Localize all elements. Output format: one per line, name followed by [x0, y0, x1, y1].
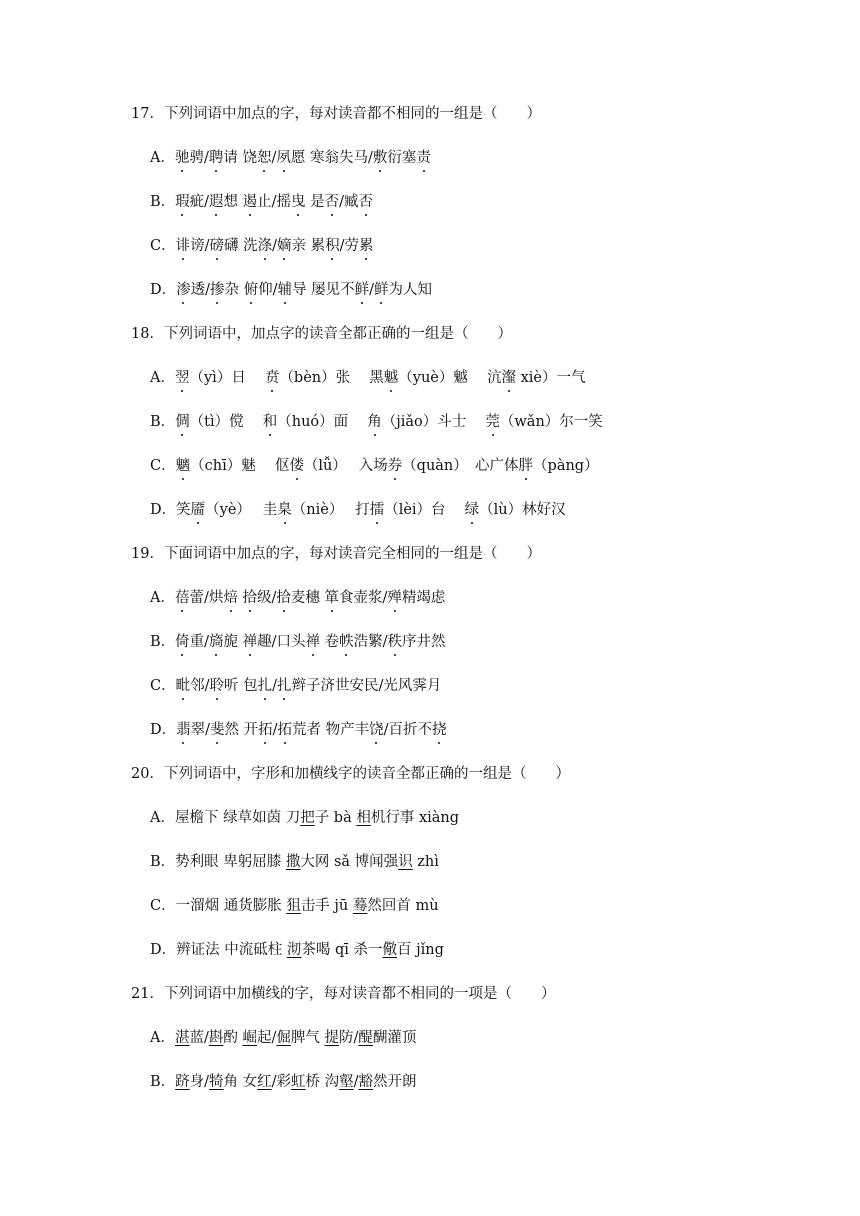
- question-19-option-a: A．蓓蕾/烘焙 拾级/拾麦穗 箪食壶浆/殚精竭虑: [150, 590, 446, 606]
- question-18-stem: 18．下列词语中，加点字的读音全都正确的一组是（ ）: [131, 326, 512, 342]
- question-18-option-d: D．笑靥（yè） 圭臬（niè） 打擂（lèi）台 绿（lù）林好汉: [150, 502, 566, 518]
- question-19-option-d: D．翡翠/斐然 开拓/拓荒者 物产丰饶/百折不挠: [150, 722, 447, 738]
- question-21-option-b: B．跻身/犄角 女红/彩虹桥 沟壑/豁然开朗: [150, 1074, 417, 1090]
- question-19-option-c: C．毗邻/聆听 包扎/扎辫子济世安民/光风霁月: [150, 678, 442, 694]
- question-18-option-a: A．翌（yì）日 贲（bèn）张 黑魆（yuè）魆 沆瀣 xiè）一气: [150, 370, 586, 386]
- question-17-option-d: D．渗透/掺杂 俯仰/辅导 屡见不鲜/鲜为人知: [150, 282, 433, 298]
- question-18-option-b: B．倜（tì）傥 和（huó）面 角（jiǎo）斗士 莞（wǎn）尔一笑: [150, 414, 603, 430]
- question-20-option-b: B．势利眼 卑躬屈膝 撒大网 sǎ 博闻强识 zhì: [150, 854, 439, 870]
- question-17-option-b: B．瑕疵/遐想 遏止/摇曳 是否/臧否: [150, 194, 374, 210]
- question-20-option-a: A．屋檐下 绿草如茵 刀把子 bà 相机行事 xiàng: [150, 810, 460, 826]
- question-21-option-a: A．湛蓝/斟酌 崛起/倔脾气 提防/醍醐灌顶: [150, 1030, 417, 1046]
- question-20-option-d: D．辨证法 中流砥柱 沏茶喝 qī 杀一儆百 jǐng: [150, 942, 444, 958]
- question-17-option-a: A．驰骋/聘请 饶恕/夙愿 寒翁失马/敷衍塞责: [150, 150, 431, 166]
- question-20-stem: 20．下列词语中，字形和加横线字的读音全都正确的一组是（ ）: [131, 766, 570, 782]
- question-17-stem: 17．下列词语中加点的字，每对读音都不相同的一组是（ ）: [131, 106, 541, 122]
- question-19-option-b: B．倚重/旖旎 禅趣/口头禅 卷帙浩繁/秩序井然: [150, 634, 446, 650]
- question-20-option-c: C．一溜烟 通货膨胀 狙击手 jū 蓦然回首 mù: [150, 898, 439, 914]
- question-19-stem: 19．下面词语中加点的字，每对读音完全相同的一组是（ ）: [131, 546, 541, 562]
- question-18-option-c: C．魑（chī）魅 伛偻（lǚ） 入场券（quàn） 心广体胖（pàng）: [150, 458, 599, 474]
- question-21-stem: 21．下列词语中加横线的字，每对读音都不相同的一项是（ ）: [131, 986, 556, 1002]
- question-17-option-c: C．诽谤/磅礴 洗涤/嫡亲 累积/劳累: [150, 238, 374, 254]
